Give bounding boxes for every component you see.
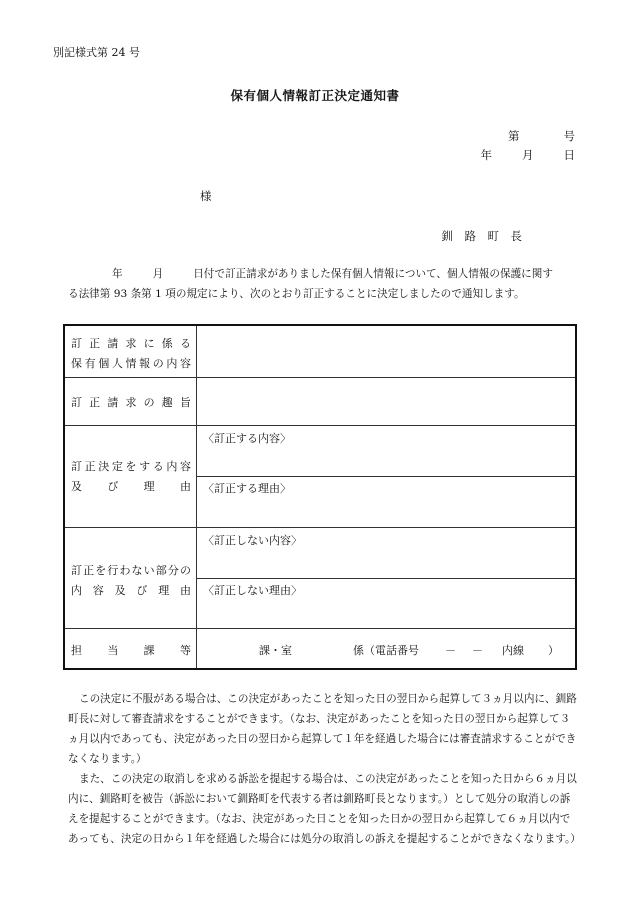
intro-line2: る法律第 93 条第 1 項の規定により、次のとおり訂正することに決定しましたので通知します。: [68, 288, 525, 300]
label-char: 課: [143, 644, 155, 657]
appeal-notice: この決定に不服がある場合は、この決定があったことを知った日の翌日から起算して３ヵ月以内に、釧路町長に対して審査請求をすることができます。（なお、決定があったことを知った日の翌日から起算して３ヵ月以内であっても、決定があった日の翌日から起算して１年を経過した場合には審査請求することができなくなります。）: [68, 693, 577, 765]
label-char: 係: [161, 337, 173, 350]
sender-name: 釧 路 町 長: [441, 229, 522, 243]
label-char: 求: [125, 337, 137, 350]
label-char: 理: [143, 480, 155, 493]
row1-label-line2: [71, 355, 191, 371]
label-char: の: [152, 357, 164, 370]
row4-value[interactable]: [197, 527, 575, 628]
dept-naisen: 内線: [502, 644, 524, 657]
label-char: に: [143, 337, 155, 350]
intro-month: 月: [152, 268, 164, 280]
label-char: び: [107, 480, 119, 493]
dept-kakari: 係（電話番号: [353, 644, 419, 657]
label-cell: [65, 377, 197, 425]
label-cell: [65, 326, 197, 377]
label-char: 請: [107, 337, 119, 350]
label-char: 正: [84, 460, 96, 473]
label-char: る: [179, 337, 191, 350]
label-char: 当: [107, 644, 119, 657]
row3-value[interactable]: [197, 425, 575, 527]
dept-dash2: －: [472, 644, 483, 657]
label-char: の: [179, 564, 191, 577]
row4-sub2: 〈訂正しない理由〉: [203, 584, 302, 597]
label-char: 正: [83, 564, 95, 577]
label-char: 訂: [71, 564, 82, 577]
row1-value[interactable]: [197, 326, 575, 377]
document-number-line: [508, 128, 575, 144]
label-char: 定: [111, 460, 123, 473]
label-char: 及: [71, 480, 82, 493]
table-row-non-correction: [65, 527, 575, 629]
date-day: 日: [563, 148, 575, 162]
table-row-content: [65, 326, 575, 378]
label-char: 容: [92, 584, 104, 597]
label-char: 分: [167, 564, 179, 577]
label-char: 請: [107, 396, 119, 409]
label-char: る: [152, 460, 164, 473]
date-line: [481, 147, 576, 163]
label-char: 趣: [161, 396, 173, 409]
label-char: 由: [179, 584, 191, 597]
label-char: 情: [125, 357, 137, 370]
number-dai: 第: [508, 129, 520, 143]
label-char: 訂: [71, 396, 82, 409]
row2-label: [71, 394, 191, 410]
label-char: な: [131, 564, 143, 577]
label-cell: [65, 527, 197, 628]
intro-line1: 日付で訂正請求がありました保有個人情報について、個人情報の保護に関す: [193, 268, 553, 280]
row1-label-line1: [71, 335, 191, 351]
label-char: 決: [98, 460, 110, 473]
label-char: 保: [71, 357, 82, 370]
label-char: す: [139, 460, 151, 473]
date-month: 月: [522, 148, 534, 162]
label-char: 理: [158, 584, 170, 597]
label-cell: [65, 628, 197, 668]
label-char: び: [136, 584, 148, 597]
label-char: 由: [179, 480, 191, 493]
label-char: 内: [71, 584, 82, 597]
number-go: 号: [563, 129, 575, 143]
table-row-department: [65, 628, 575, 668]
label-char: 旨: [179, 396, 191, 409]
document-title: 保有個人情報訂正決定通知書: [230, 88, 400, 103]
label-char: 求: [125, 396, 137, 409]
row3-divider: [197, 476, 575, 477]
row5-value[interactable]: [197, 628, 575, 668]
label-char: 個: [98, 357, 110, 370]
label-char: 内: [166, 357, 178, 370]
row3-sub2: 〈訂正する理由〉: [203, 482, 291, 495]
label-char: 訂: [71, 460, 82, 473]
label-char: 正: [89, 396, 101, 409]
label-char: わ: [119, 564, 131, 577]
addressee-honorific: 様: [200, 189, 212, 203]
row4-divider: [197, 578, 575, 579]
lawsuit-notice: また、この決定の取消しを求める訴訟を提起する場合は、この決定があったことを知った日から６ヵ月以内に、釧路町を被告（訴訟において釧路町を代表する者は釧路町長となります。）として処分の取消しの訴えを提起することができます。（なお、決定があった日ことを知った日かの翌日から起算して６ヵ月以内であっても、決定の日から１年を経過した場合には処分の取消しの訴えを提起することができなくなります。）: [68, 773, 581, 845]
table-row-purpose: [65, 377, 575, 426]
label-cell: [65, 425, 197, 527]
date-year: 年: [480, 148, 492, 162]
label-char: 部: [155, 564, 167, 577]
row3-label-line1: [71, 458, 191, 474]
label-char: 行: [107, 564, 119, 577]
label-char: 担: [71, 644, 82, 657]
label-char: 等: [179, 644, 191, 657]
dept-close: ）: [548, 644, 559, 657]
label-char: 容: [180, 357, 191, 370]
row3-label-line2: [71, 478, 191, 494]
label-char: 内: [166, 460, 178, 473]
row4-label-line2: [71, 582, 191, 598]
label-char: を: [125, 460, 137, 473]
label-char: 正: [89, 337, 101, 350]
label-char: 有: [84, 357, 96, 370]
row3-sub1: 〈訂正する内容〉: [203, 432, 291, 445]
dept-dash1: －: [445, 644, 456, 657]
label-char: い: [143, 564, 155, 577]
label-char: 人: [111, 357, 123, 370]
label-char: を: [95, 564, 107, 577]
row5-label: [71, 642, 191, 658]
label-char: 及: [114, 584, 126, 597]
form-number: 別記様式第 24 号: [53, 46, 140, 59]
table-row-decision: [65, 425, 575, 528]
label-char: 訂: [71, 337, 82, 350]
label-char: の: [143, 396, 155, 409]
row4-label-line1: [71, 562, 191, 578]
row2-value[interactable]: [197, 377, 575, 425]
label-char: 容: [180, 460, 191, 473]
intro-year: 年: [112, 268, 123, 280]
row4-sub1: 〈訂正しない内容〉: [203, 534, 302, 547]
intro-paragraph: [68, 264, 580, 304]
correction-table: [63, 324, 577, 670]
dept-ka: 課・室: [259, 644, 292, 657]
label-char: 報: [139, 357, 151, 370]
